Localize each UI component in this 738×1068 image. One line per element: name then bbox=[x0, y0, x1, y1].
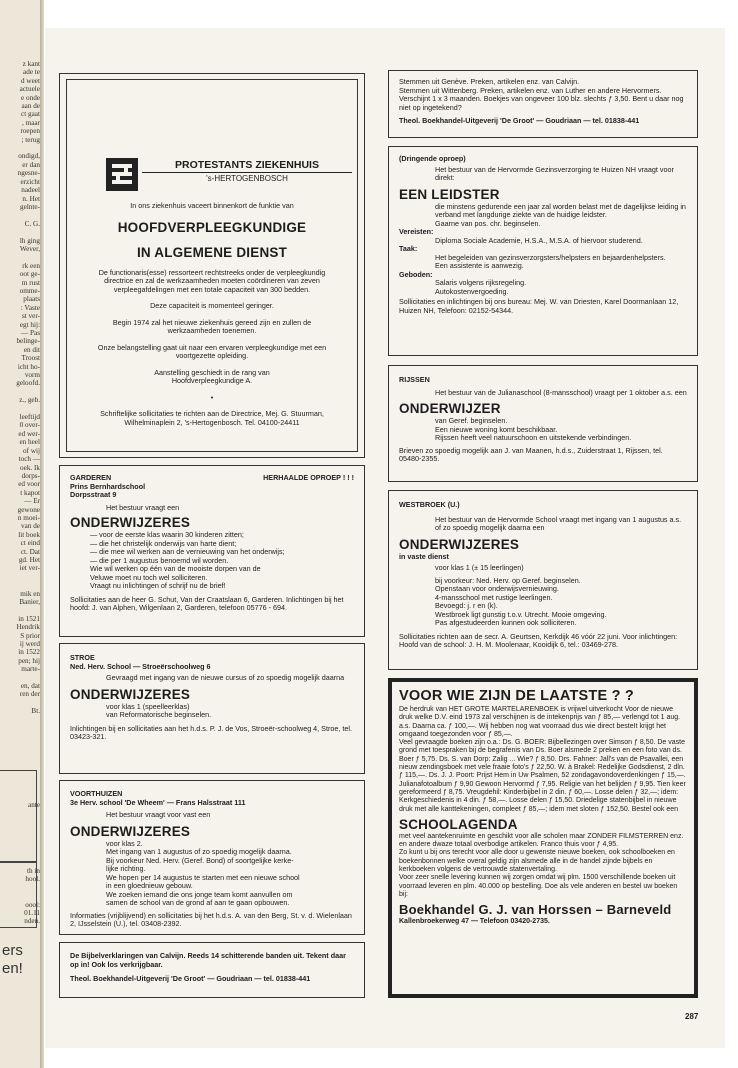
ad2-school: Prins Bernhardschool bbox=[70, 481, 146, 491]
ad-stroe bbox=[59, 643, 365, 774]
ad1-body bbox=[80, 202, 344, 427]
ad7-content bbox=[399, 155, 687, 315]
ad6-content bbox=[399, 78, 687, 126]
ad7-body: die minstens gedurende een jaar zal worden belast met de dagelijkse leiding in verband met langdurige ziekte van de huidige leidster. Gaarne van pos. chr. beginselen. bbox=[435, 201, 686, 228]
ad-protestants-ziekenhuis bbox=[59, 73, 365, 458]
ad5-content bbox=[70, 952, 354, 984]
ad7-task-label: Taak: bbox=[399, 244, 418, 253]
ad-boekhandel-van-horssen bbox=[388, 678, 698, 998]
ad8-body: van Geref. beginselen. Een nieuwe woning komt beschikbaar. Rijssen heeft veel natuurschoon en uitstekende verbindingen. bbox=[435, 416, 632, 442]
ad1-paragraph-5: Aanstelling geschiedt in de rang van Hoofdverpleegkundige A. bbox=[154, 367, 270, 385]
ad1-city: 's-HERTOGENBOSCH bbox=[206, 174, 288, 183]
spine-box-1-text: ante bbox=[28, 801, 40, 809]
ad7-title: EEN LEIDSTER bbox=[399, 186, 500, 202]
ad-voorthuizen bbox=[59, 780, 365, 935]
ad9-klas: voor klas 1 (± 15 leerlingen) bbox=[435, 563, 524, 572]
ad3-school: Ned. Herv. School — Stroeërschoolweg 6 bbox=[70, 661, 211, 671]
ad1-paragraph-1: De functionaris(esse) ressorteert rechtstreeks onder de verpleegkundig directrice en zal de werkzaamheden moeten coördineren van zeven verpleegafdelingen met een totale capaciteit van 300 bedden. bbox=[98, 267, 326, 294]
ad9-body: bij voorkeur: Ned. Herv. op Geref. beginselen. Openstaan voor onderwijsvernieuwing. 4-mansschool met rustige leerlingen. Bevoegd: j. r en (k). Westbroek ligt gunstig t.o.v. Utrecht. Mooie omgeving. Pas afgestudeerden kunnen ook solliciteren. bbox=[435, 575, 607, 627]
ad2-title: ONDERWIJZERES bbox=[70, 515, 191, 530]
ad4-intro: Het bestuur vraagt voor vast een bbox=[106, 810, 211, 819]
ad5-publisher: Theol. Boekhandel-Uitgeverij 'De Groot' — Goudriaan — tel. 01838-441 bbox=[70, 974, 311, 983]
ad9-intro: Het bestuur van de Hervormde School vraagt met ingang van 1 augustus a.s. of zo spoedig mogelijk daarna een bbox=[435, 514, 682, 532]
ad5-text: De Bijbelverklaringen van Calvijn. Reeds 14 schitterende banden uit. Tekent daar op in! Ook los verkrijgbaar. bbox=[70, 951, 346, 969]
ad-westbroek bbox=[388, 490, 698, 670]
previous-page-spine bbox=[0, 0, 44, 1068]
ad4-footer: Informaties (vrijblijvend) en sollicitaties bij het h.d.s. A. van den Berg, St. v. d. Wielenlaan 2, IJsselstein (U.), tel. 03408-2392. bbox=[70, 910, 352, 928]
ad2-place: GARDEREN bbox=[70, 473, 112, 482]
ad2-repeat: HERHAALDE OPROEP ! ! ! bbox=[263, 473, 354, 482]
ad3-content bbox=[70, 654, 354, 742]
ad2-content bbox=[70, 474, 354, 613]
ad3-place: STROE bbox=[70, 653, 95, 662]
ad7-head: (Dringende oproep) bbox=[399, 154, 466, 163]
ad8-title: ONDERWIJZER bbox=[399, 401, 501, 416]
ad2-footer: Sollicitaties aan de heer G. Schut, Van der Craatslaan 6, Garderen. Inlichtingen bij het hoofd: J. van Alphen, Wilgenlaan 2, Garderen, telefoon 05776 - 694. bbox=[70, 594, 344, 612]
ad9-sub: in vaste dienst bbox=[399, 551, 449, 561]
ad8-intro: Het bestuur van de Julianaschool (8-mansschool) vraagt per 1 oktober a.s. een bbox=[435, 387, 687, 397]
ad4-school: 3e Herv. school 'De Wheem' — Frans Halsstraat 111 bbox=[70, 797, 246, 807]
ad3-title: ONDERWIJZERES bbox=[70, 686, 191, 702]
ad7-offer: Salaris volgens rijksregeling. Autokostenvergoeding. bbox=[435, 278, 527, 296]
ad8-content bbox=[399, 376, 687, 464]
ad1-paragraph-3: Begin 1974 zal het nieuwe ziekenhuis gereed zijn en zullen de werkzaamheden toenemen. bbox=[112, 317, 312, 335]
ad9-place: WESTBROEK (U.) bbox=[399, 500, 460, 509]
ad6-publisher: Theol. Boekhandel-Uitgeverij 'De Groot' — Goudriaan — tel. 01838-441 bbox=[399, 116, 640, 125]
ad4-place: VOORTHUIZEN bbox=[70, 789, 123, 798]
ad7-req-label: Vereisten: bbox=[399, 227, 434, 236]
spine-edge bbox=[40, 0, 44, 1068]
ad-stemmen bbox=[388, 70, 698, 138]
ad10-title-2: SCHOOLAGENDA bbox=[399, 816, 518, 832]
ad4-content bbox=[70, 790, 354, 929]
ad3-footer: Inlichtingen bij en sollicitaties aan het h.d.s. P. J. de Vos, Stroeër-schoolweg 4, Stroe, tel. 03423-321. bbox=[70, 723, 352, 741]
ad-garderen bbox=[59, 465, 365, 637]
spine-big-text: ers en! bbox=[2, 942, 23, 977]
ad1-paragraph-2: Deze capaciteit is momenteel geringer. bbox=[150, 301, 274, 310]
ad1-bullet: • bbox=[210, 392, 214, 402]
ad1-intro: In ons ziekenhuis vaceert binnenkort de funktie van bbox=[130, 201, 294, 210]
hospital-logo-icon bbox=[106, 158, 138, 191]
ad1-title-1: HOOFDVERPLEEGKUNDIGE bbox=[117, 219, 307, 235]
ad10-address: Kallenbroekerweg 47 — Telefoon 03420-2735. bbox=[399, 918, 550, 926]
ad7-intro: Het bestuur van de Hervormde Gezinsverzorging te Huizen NH vraagt voor direkt: bbox=[435, 164, 674, 182]
ad10-shop: Boekhandel G. J. van Horssen – Barneveld bbox=[399, 902, 672, 918]
magazine-page bbox=[45, 28, 725, 1048]
ad3-sub: voor klas 1 (speelleerklas) van Reformatorische beginselen. bbox=[106, 701, 212, 719]
ad8-place: RIJSSEN bbox=[399, 375, 430, 384]
ad-een-leidster bbox=[388, 146, 698, 356]
ad7-offer-label: Geboden: bbox=[399, 269, 433, 279]
ad7-req: Diploma Sociale Academie, H.S.A., M.S.A. of hiervoor studerend. bbox=[435, 235, 643, 245]
ad10-body: De herdruk van HET GROTE MARTELARENBOEK is vrijwel uitverkocht Voor de nieuwe druk welke D.V. eind 1973 zal verschijnen is de intekenprijs van ƒ 85,— verlengd tot 1 aug. a.s. Daarna ca. ƒ 100,—. Wij hebben nog wat voorraad dus wie direct besteIt krijgt het omgaand toegezonden voor ƒ 85,—. Veel gevraagde boeken zijn o.a.: Ds. G. BOER: Bijbellezingen over Simson ƒ 8,50. De vaste grond met toespraken bij de begrafenis van Ds. Boer alsmede 2 preken en een foto van ds. Boer ƒ 5,75. Ds. S. van Dorp: Zalig ... Wie? ƒ 8,50. Drs. Fahner: Jall's van de Psavallei, een nieuw zendingsboek met vele fraaie foto's ƒ 22,50. W. à Brakel: Redelijke Godsdienst, 2 dln. ƒ 115,—. Ds. J. J. Poort: Prijst Hem in Uw Psalmen, 52 zondagavondoverdenkingen ƒ 15,—. Julianafotoalbum ƒ 9,90 Gewoon Hervormd ƒ 7,95. Religie van het belijden ƒ 9,95. Tien keer gereformeerd ƒ 8,75. Vreugdehil: Kinderbijbel in 2 din. ƒ 60,—. Losse delen ƒ 32,—; idem: Kerkgeschiedenis in 4 din. ƒ 58,—. Losse delen ƒ 15,50. Driedelige statenbijbel in nieuwe druk met alle kanttekeningen, compleet ƒ 85,—; idem met sloten ƒ 152,50. Bestel ook een bbox=[399, 706, 686, 813]
ad2-intro: Het bestuur vraagt een bbox=[106, 502, 180, 512]
ad9-footer: Sollicitaties richten aan de secr. A. Geurtsen, Kerkdijk 46 vóór 22 juni. Voor inlichtingen: Hoofd van de school: J. H. M. Moolenaar, Kooidijk 6, tel.: 03469-278. bbox=[399, 631, 678, 649]
ad7-footer: Sollicitaties en inlichtingen bij ons bureau: Mej. W. van Driesten, Karel Doormanlaan 12, Huizen NH, Telefoon: 02152-54344. bbox=[399, 297, 679, 315]
ad2-list: — voor de eerste klas waarin 30 kinderen zitten; — die het christelijk onderwijs van harte dient; — die mee wil werken aan de vernieuwing van het onderwijs; — die per 1 augustus benoemd wil worden. Wie wil werken op één van de mooiste dorpen van de Veluwe moet nu toch wel solliciteren. Vraagt nu inlichtingen of schrijf nu de brief! bbox=[90, 530, 285, 590]
ad10-title: VOOR WIE ZIJN DE LAATSTE ? ? bbox=[399, 688, 634, 704]
ad9-title: ONDERWIJZERES bbox=[399, 536, 520, 552]
ad1-paragraph-6: Schriftelijke sollicitaties te richten aan de Directrice, Mej. G. Stuurman, Wilhelminaplein 2, 's-Hertogenbosch. Tel. 04100-24411 bbox=[100, 409, 324, 427]
ad1-paragraph-4: Onze belangstelling gaat uit naar een ervaren verpleegkundige met een voortgezette opleiding. bbox=[97, 342, 327, 360]
ad10-body-2: met veel aantekenruimte en geschikt voor alle scholen maar ZONDER FILMSTERREN enz. en andere dwaze totaal overbodige artikelen. Franco thuis voor ƒ 4,95. Zo kunt u bij ons terecht voor alle door u gewenste nieuwe boeken, ook schoolboeken en boekenbonnen welke overal geldig zijn alsmede alle in de handel zijnde bijbels en kerkboeken volgens de vertrouwde statenvertaling. Voor zeer snelle levering kunnen wij zorgen omdat wij plm. 1500 verschillende boeken uit voorraad leveren en plm. 40.000 op bestelling. Doe als vele anderen en bestel uw boeken bij: bbox=[399, 832, 684, 898]
ad7-task: Het begeleiden van gezinsverzorgsters/helpsters en bejaardenhelpsters. Een assistente is aanwezig. bbox=[435, 252, 666, 270]
ad2-street: Dorpsstraat 9 bbox=[70, 490, 117, 499]
spine-box-2 bbox=[0, 862, 40, 928]
spine-text: z kant ade te d weet actuele e onde aan de ct gaat , maar roepen ; terug ondigd, er dan ngesne- erzicht nadeel n. Het gelnte- C. G. lh ging Wever, rk een oot ge- m rust omme- plaats : Vaste st ver- egt hij: — Pas belinge- en dit Troost icht ho- vorm geloofd. z., geb. leeftijd 0 over- ed wer- en heel of wij toch — oek. Ik dorps- ed voor t kapot — Er gewone n moei- van de lit boek ct eind ct. Dat gd. Het iet ver- mik en Banier, in 1521 Hendrik S prior ij werd in 1522 pen; hij marte- en, dat ren der Bt. bbox=[16, 60, 40, 716]
ad9-content bbox=[399, 501, 687, 650]
ad-bijbelverklaringen bbox=[59, 942, 365, 998]
page-number: 287 bbox=[685, 1012, 699, 1021]
ad1-org: PROTESTANTS ZIEKENHUIS bbox=[142, 158, 352, 173]
spine-box-2-text: th in hool. oool: 01.11 nden. bbox=[24, 867, 40, 926]
ad8-footer: Brieven zo spoedig mogelijk aan J. van Maanen, h.d.s., Zuiderstraat 1, Rijssen, tel. 05480-2355. bbox=[399, 445, 663, 463]
ad6-text: Stemmen uit Genève. Preken, artikelen enz. van Calvijn. Stemmen uit Wittenberg. Preken, artikelen enz. van Luther en andere Hervormers. Verschijnt 1 x 3 maanden. Boekjes van ongeveer 100 blz. slechts ƒ 3,50. Bent u daar nog niet op ingetekend? bbox=[399, 77, 684, 112]
ad3-intro: Gevraagd met ingang van de nieuwe cursus of zo spoedig mogelijk daarna bbox=[106, 673, 345, 682]
ad1-title-2: IN ALGEMENE DIENST bbox=[136, 244, 288, 260]
ad-rijssen bbox=[388, 365, 698, 482]
spine-box-1 bbox=[0, 770, 40, 862]
ad4-title: ONDERWIJZERES bbox=[70, 823, 191, 839]
ad10-content bbox=[399, 688, 687, 927]
ad4-body: voor klas 2. Met ingang van 1 augustus of zo spoedig mogelijk daarna. Bij voorkeur Ned. Herv. (Geref. Bond) of soortgelijke kerke- lijke richting. We hopen per 14 augustus te starten met een nieuwe school in een gloednieuw gebouw. We zoeken iemand die ons jonge team komt aanvullen om samen de school van de grond af aan te gaan opbouwen. bbox=[106, 838, 300, 907]
